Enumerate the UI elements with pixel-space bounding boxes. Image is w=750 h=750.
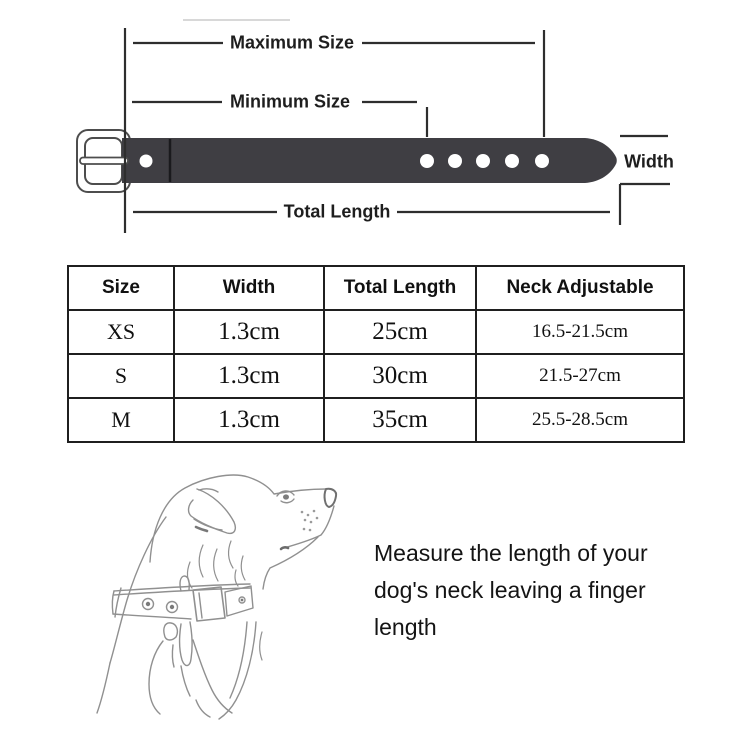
collar-graphic bbox=[112, 576, 253, 621]
neck-value: 16.5-21.5cm bbox=[476, 310, 684, 354]
header-total-length: Total Length bbox=[324, 266, 476, 310]
total-length-value: 30cm bbox=[324, 354, 476, 398]
label-total-length: Total Length bbox=[283, 201, 391, 222]
width-value: 1.3cm bbox=[174, 354, 324, 398]
size-value: S bbox=[68, 354, 174, 398]
header-size: Size bbox=[68, 266, 174, 310]
label-minimum-size: Minimum Size bbox=[229, 91, 351, 112]
label-width: Width bbox=[624, 151, 674, 172]
hand-graphic bbox=[149, 622, 232, 717]
size-value: XS bbox=[68, 310, 174, 354]
neck-value: 21.5-27cm bbox=[476, 354, 684, 398]
measure-instruction bbox=[374, 535, 684, 646]
width-value: 1.3cm bbox=[174, 310, 324, 354]
total-length-value: 25cm bbox=[324, 310, 476, 354]
instruction-line: Measure the length of your bbox=[374, 540, 648, 566]
header-neck-adjustable: Neck Adjustable bbox=[476, 266, 684, 310]
width-value: 1.3cm bbox=[174, 398, 324, 442]
label-maximum-size: Maximum Size bbox=[229, 32, 355, 53]
size-value: M bbox=[68, 398, 174, 442]
neck-value: 25.5-28.5cm bbox=[476, 398, 684, 442]
instruction-line: dog's neck leaving a finger bbox=[374, 577, 646, 603]
instruction-line: length bbox=[374, 614, 437, 640]
header-width: Width bbox=[174, 266, 324, 310]
total-length-value: 35cm bbox=[324, 398, 476, 442]
